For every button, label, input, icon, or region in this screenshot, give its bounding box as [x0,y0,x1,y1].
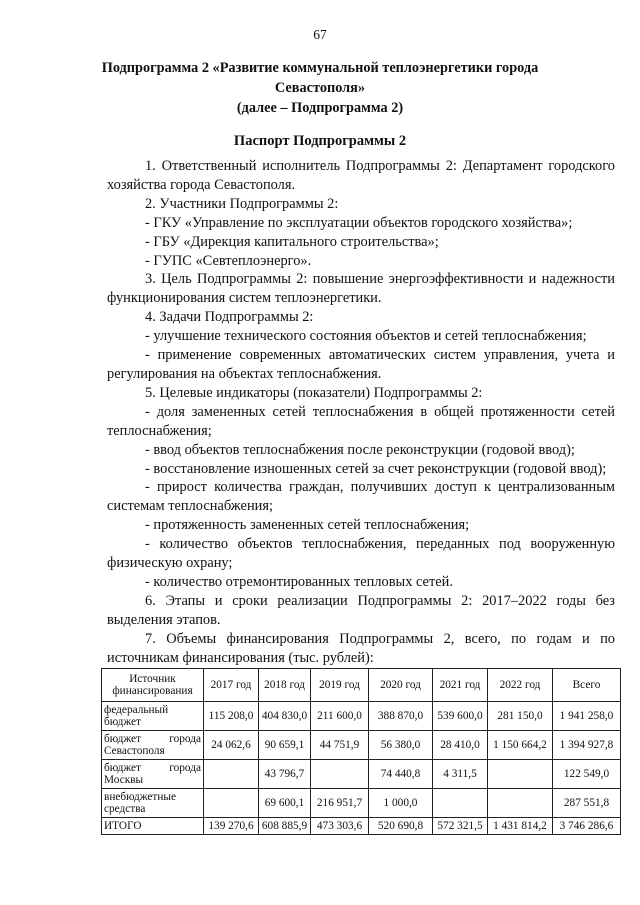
table-cell: 115 208,0 [204,702,259,731]
table-cell: 3 746 286,6 [553,818,621,835]
passport-body [107,157,615,667]
table-cell [488,789,553,818]
table-cell: 1 394 927,8 [553,731,621,760]
paragraph: 1. Ответственный исполнитель Подпрограммы 2: Департамент городского хозяйства города Севастополя. [107,158,615,193]
paragraph: 7. Объемы финансирования Подпрограммы 2, всего, по годам и по источникам финансирования (тыс. рублей): [107,630,615,666]
table-cell: 24 062,6 [204,731,259,760]
table-cell: 1 431 814,2 [488,818,553,835]
column-header: Всего [553,669,621,702]
title-line: (далее – Подпрограмма 2) [236,100,404,116]
table-row [102,760,621,789]
table-cell: 287 551,8 [553,789,621,818]
table-cell: 1 150 664,2 [488,731,553,760]
table-cell: 44 751,9 [311,731,369,760]
paragraph: 4. Задачи Подпрограммы 2: [145,309,314,326]
table-cell: 539 600,0 [433,702,488,731]
table-cell: 572 321,5 [433,818,488,835]
paragraph: - улучшение технического состояния объектов и сетей теплоснабжения; [145,328,587,345]
table-cell [204,760,259,789]
table-cell: ИТОГО [102,818,204,835]
column-header: Источник финансирования [102,669,204,702]
table-cell: 74 440,8 [369,760,433,789]
title-line: Севастополя» [274,80,366,96]
column-header: 2021 год [433,669,488,702]
paragraph: - ГУПС «Севтеплоэнерго». [145,252,312,269]
table-total-row [102,818,621,835]
table-cell: 281 150,0 [488,702,553,731]
passport-heading: Паспорт Подпрограммы 2 [233,133,407,149]
paragraph: - применение современных автоматических систем управления, учета и регулирования на объектах теплоснабжения. [107,347,615,382]
table-row [102,702,621,731]
table-cell: 1 000,0 [369,789,433,818]
table-cell: внебюджетные средства [102,789,204,818]
column-header: 2018 год [259,669,311,702]
paragraph: - протяженность замененных сетей теплоснабжения; [145,517,470,534]
paragraph: - количество отремонтированных тепловых сетей. [145,573,453,590]
table-cell: 28 410,0 [433,731,488,760]
paragraph: 2. Участники Подпрограммы 2: [145,195,339,212]
subprogram-title [100,58,540,118]
table-header-row [102,669,621,702]
table-cell: бюджет города Москвы [102,760,204,789]
table-cell: 4 311,5 [433,760,488,789]
table-cell: 90 659,1 [259,731,311,760]
table-cell: 43 796,7 [259,760,311,789]
table-cell: 608 885,9 [259,818,311,835]
table-cell: федеральный бюджет [102,702,204,731]
column-header: 2020 год [369,669,433,702]
paragraph: 3. Цель Подпрограммы 2: повышение энергоэффективности и надежности функционирования систем теплоэнергетики. [107,271,615,307]
column-header: 2017 год [204,669,259,702]
page-number: 67 [313,27,327,42]
table-cell: 211 600,0 [311,702,369,731]
table-cell: 122 549,0 [553,760,621,789]
paragraph: - ГКУ «Управление по эксплуатации объектов городского хозяйства»; [145,214,573,231]
table-cell: 473 303,6 [311,818,369,835]
table-cell [488,760,553,789]
paragraph: 5. Целевые индикаторы (показатели) Подпрограммы 2: [145,384,483,401]
column-header: 2019 год [311,669,369,702]
table-cell: 139 270,6 [204,818,259,835]
table-cell: 404 830,0 [259,702,311,731]
paragraph: 6. Этапы и сроки реализации Подпрограммы 2: 2017–2022 годы без выделения этапов. [107,592,615,628]
table-cell [204,789,259,818]
paragraph: - ГБУ «Дирекция капитального строительства»; [145,233,439,250]
table-cell: 388 870,0 [369,702,433,731]
paragraph: - прирост количества граждан, получивших доступ к централизованным системам теплоснабжения; [107,479,615,515]
table-row [102,789,621,818]
paragraph: - количество объектов теплоснабжения, переданных под вооруженную физическую охрану; [107,536,615,572]
financing-table [101,668,621,835]
table-row [102,731,621,760]
table-cell: 216 951,7 [311,789,369,818]
table-cell: 69 600,1 [259,789,311,818]
paragraph: - доля замененных сетей теплоснабжения в общей протяженности сетей теплоснабжения; [107,403,615,439]
table-cell: 1 941 258,0 [553,702,621,731]
column-header: 2022 год [488,669,553,702]
table-cell: бюджет города Севастополя [102,731,204,760]
table-cell: 56 380,0 [369,731,433,760]
title-line: Подпрограмма 2 «Развитие коммунальной теплоэнергетики города [101,60,539,76]
table-cell [433,789,488,818]
paragraph: - восстановление изношенных сетей за счет реконструкции (годовой ввод); [145,460,607,477]
table-cell [311,760,369,789]
table-cell: 520 690,8 [369,818,433,835]
paragraph: - ввод объектов теплоснабжения после реконструкции (годовой ввод); [145,441,575,458]
